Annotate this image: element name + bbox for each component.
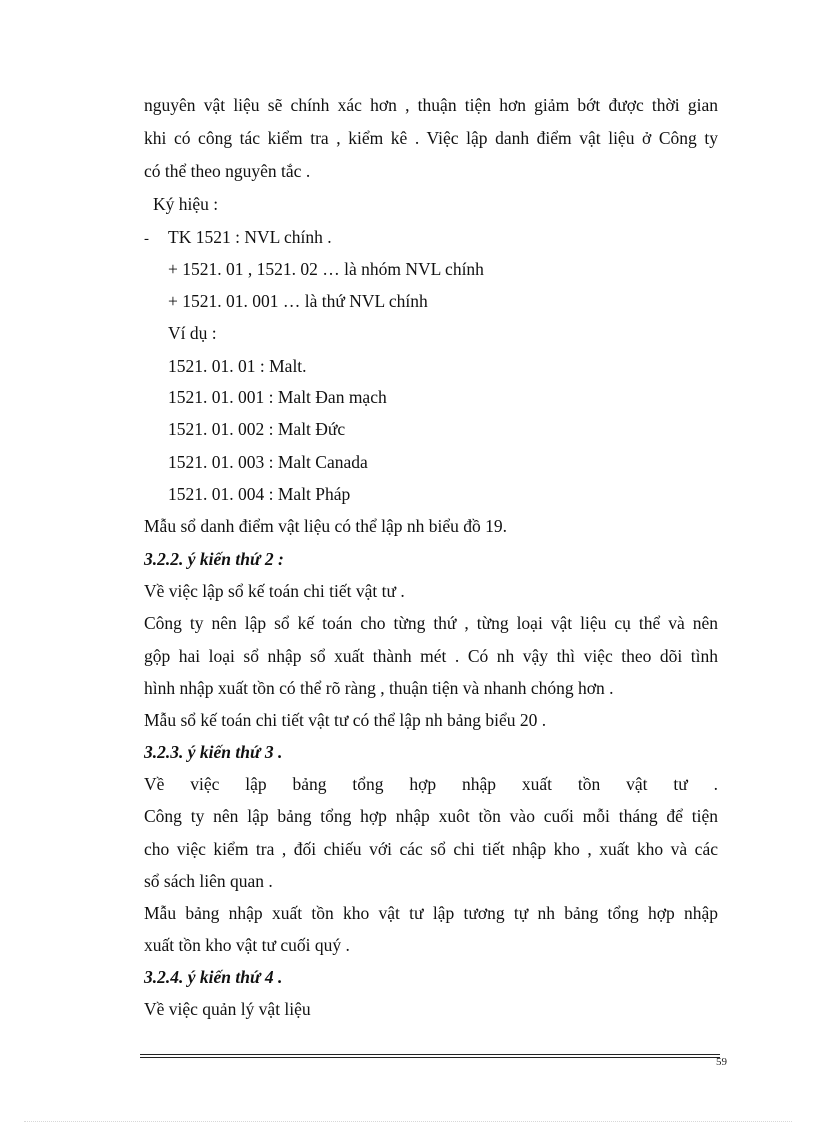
footer-rule — [140, 1057, 720, 1058]
list-item: + 1521. 01. 001 … là thứ NVL chính — [168, 291, 428, 311]
paragraph-line: cho việc kiểm tra , đối chiếu với các sổ chi tiết nhập kho , xuất kho và các — [144, 839, 718, 859]
paragraph-line: khi có công tác kiểm tra , kiểm kê . Việc lập danh điểm vật liệu ở Công ty — [144, 128, 718, 148]
paragraph-line: nguyên vật liệu sẽ chính xác hơn , thuận tiện hơn giảm bớt được thời gian — [144, 95, 718, 115]
paragraph-line: có thể theo nguyên tắc . — [144, 161, 311, 181]
paragraph-line: Về việc lập bảng tổng hợp nhập xuất tồn vật tư . — [144, 774, 718, 794]
list-item: Ví dụ : — [168, 323, 217, 343]
page-bottom-border — [24, 1121, 792, 1122]
footer-rule — [140, 1054, 720, 1055]
paragraph-line: Mẫu bảng nhập xuất tồn kho vật tư lập tương tự nh bảng tổng hợp nhập — [144, 903, 718, 923]
paragraph-line: Mẫu sổ kế toán chi tiết vật tư có thể lập nh bảng biểu 20 . — [144, 710, 547, 730]
bullet-dash: - — [144, 231, 149, 247]
page-number: 59 — [716, 1056, 727, 1068]
paragraph-line: Về việc lập sổ kế toán chi tiết vật tư . — [144, 581, 405, 601]
section-heading: 3.2.2. ý kiến thứ 2 : — [144, 549, 284, 569]
paragraph-line: xuất tồn kho vật tư cuối quý . — [144, 935, 350, 955]
paragraph-line: Mẫu sổ danh điểm vật liệu có thể lập nh biểu đồ 19. — [144, 516, 508, 536]
list-item: TK 1521 : NVL chính . — [168, 227, 332, 247]
list-item: 1521. 01. 001 : Malt Đan mạch — [168, 387, 387, 407]
paragraph-line: Công ty nên lập bảng tổng hợp nhập xuôt tồn vào cuối mỗi tháng để tiện — [144, 806, 718, 826]
list-item: 1521. 01. 003 : Malt Canada — [168, 452, 368, 472]
list-item: 1521. 01. 002 : Malt Đức — [168, 419, 346, 439]
paragraph-line: hình nhập xuất tồn có thể rõ ràng , thuận tiện và nhanh chóng hơn . — [144, 678, 614, 698]
list-item: + 1521. 01 , 1521. 02 … là nhóm NVL chính — [168, 259, 484, 279]
paragraph-line: sổ sách liên quan . — [144, 871, 273, 891]
paragraph-line: Về việc quản lý vật liệu — [144, 999, 311, 1019]
paragraph-line: Công ty nên lập sổ kế toán cho từng thứ , từng loại vật liệu cụ thể và nên — [144, 613, 718, 633]
section-heading: 3.2.4. ý kiến thứ 4 . — [144, 967, 283, 987]
section-heading: 3.2.3. ý kiến thứ 3 . — [144, 742, 283, 762]
list-item: 1521. 01. 004 : Malt Pháp — [168, 484, 351, 504]
label-line: Ký hiệu : — [153, 194, 219, 214]
paragraph-line: gộp hai loại sổ nhập sổ xuất thành mét . Có nh vậy thì việc theo dõi tình — [144, 646, 718, 666]
list-item: 1521. 01. 01 : Malt. — [168, 356, 307, 376]
